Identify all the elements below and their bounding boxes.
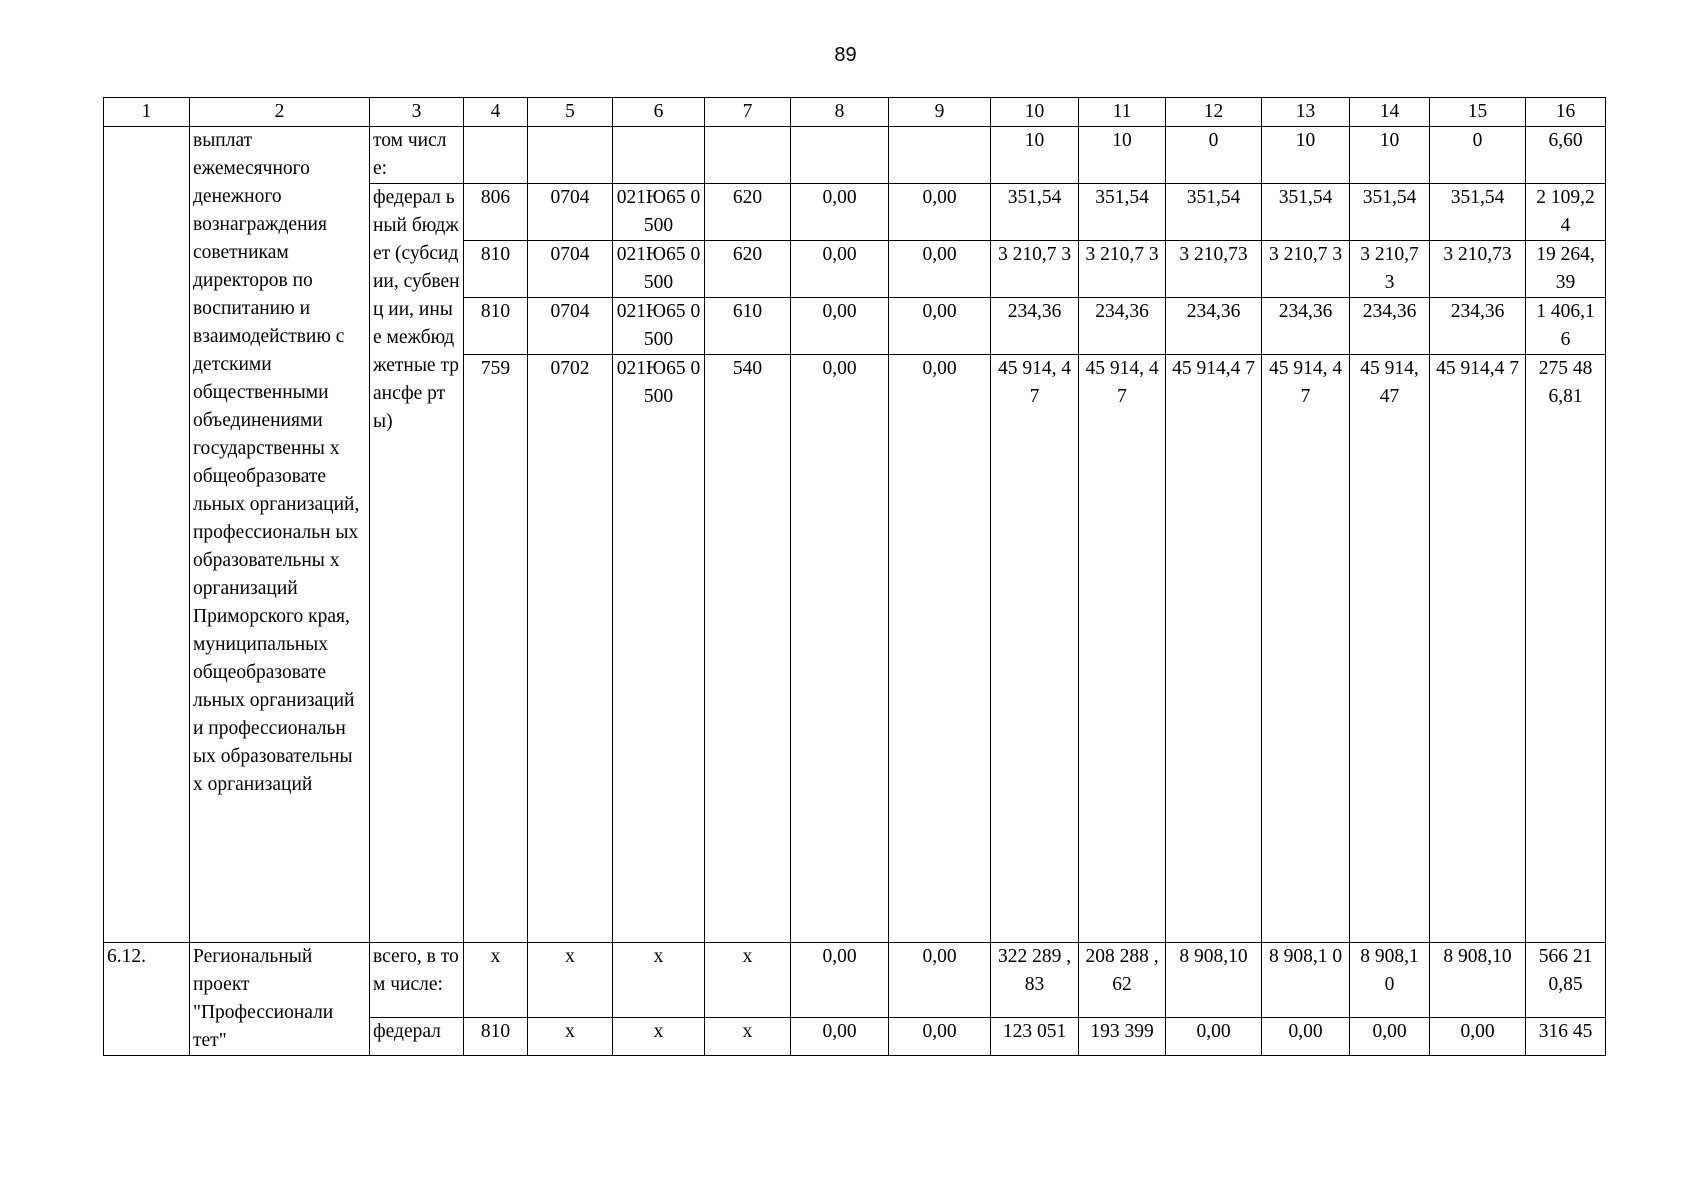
table-cell: 0,00 — [791, 298, 889, 355]
table-cell: 351,54 — [1262, 184, 1350, 241]
column-header: 5 — [528, 98, 613, 127]
table-cell: 19 264, 39 — [1526, 241, 1606, 298]
table-cell: 0,00 — [889, 298, 991, 355]
table-cell: 810 — [464, 1017, 528, 1055]
column-header: 15 — [1430, 98, 1526, 127]
event-name-cell: выплат ежемесячного денежного вознаграждения советникам директоров по воспитанию и взаимодействию с детскими общественными объединениями государственны х общеобразовате льных организаций, профессиональн ых образовательны х организаций Приморского края, муниципальных общеобразовате льных организаций и профессиональн ых образовательны х организаций — [190, 127, 370, 943]
table-cell: 810 — [464, 298, 528, 355]
row-number-cell: 6.12. — [104, 943, 190, 1056]
table-cell: 3 210,73 — [1166, 241, 1262, 298]
table-cell — [528, 127, 613, 184]
table-cell: 0,00 — [889, 943, 991, 1018]
table-cell: 275 48 6,81 — [1526, 355, 1606, 943]
table-cell: 620 — [705, 184, 791, 241]
table-cell: 0702 — [528, 355, 613, 943]
table-cell: 540 — [705, 355, 791, 943]
column-header: 13 — [1262, 98, 1350, 127]
table-cell: 3 210,7 3 — [1350, 241, 1430, 298]
table-cell: 10 — [1079, 127, 1166, 184]
column-header: 16 — [1526, 98, 1606, 127]
column-header: 7 — [705, 98, 791, 127]
table-cell: 351,54 — [1079, 184, 1166, 241]
table-cell: 45 914,4 7 — [1430, 355, 1526, 943]
table-cell: 0,00 — [889, 241, 991, 298]
table-cell: 1 406,1 6 — [1526, 298, 1606, 355]
table-cell: 234,36 — [1350, 298, 1430, 355]
table-cell: 10 — [1262, 127, 1350, 184]
table-cell: 810 — [464, 241, 528, 298]
funding-source-cell: федерал — [370, 1017, 464, 1055]
table-cell: 6,60 — [1526, 127, 1606, 184]
table-cell: х — [464, 943, 528, 1018]
table-cell: 8 908,1 0 — [1262, 943, 1350, 1018]
table-cell: х — [613, 943, 705, 1018]
table-cell: 0,00 — [889, 355, 991, 943]
table-cell: 566 21 0,85 — [1526, 943, 1606, 1018]
table-cell: 0,00 — [1166, 1017, 1262, 1055]
funding-source-cell: том числе: — [370, 127, 464, 184]
table-cell: 45 914, 47 — [991, 355, 1079, 943]
table-cell: х — [528, 943, 613, 1018]
table-cell: 021Ю65 0500 — [613, 355, 705, 943]
column-header: 3 — [370, 98, 464, 127]
table-cell: 316 45 — [1526, 1017, 1606, 1055]
table-cell: 0,00 — [791, 355, 889, 943]
column-header: 4 — [464, 98, 528, 127]
table-cell: 0,00 — [791, 1017, 889, 1055]
table-cell: 3 210,73 — [1430, 241, 1526, 298]
column-header: 11 — [1079, 98, 1166, 127]
table-cell: 0,00 — [1350, 1017, 1430, 1055]
table-cell: 021Ю65 0500 — [613, 241, 705, 298]
table-cell: 0,00 — [791, 943, 889, 1018]
column-header: 2 — [190, 98, 370, 127]
table-cell — [889, 127, 991, 184]
table-cell: 10 — [991, 127, 1079, 184]
table-cell: 0,00 — [889, 184, 991, 241]
table-cell: 0,00 — [1430, 1017, 1526, 1055]
table-cell — [613, 127, 705, 184]
table-cell: х — [613, 1017, 705, 1055]
table-cell: 208 288 ,62 — [1079, 943, 1166, 1018]
column-number-row — [104, 98, 1606, 127]
table-cell: 351,54 — [1166, 184, 1262, 241]
column-header: 9 — [889, 98, 991, 127]
table-cell: х — [705, 1017, 791, 1055]
table-cell: 234,36 — [1430, 298, 1526, 355]
table-cell: 0,00 — [889, 1017, 991, 1055]
funding-source-cell: федерал ьный бюджет (субсид ии, субвенц ии, иные межбюд жетные трансфе рты) — [370, 184, 464, 943]
table-cell: 0,00 — [791, 241, 889, 298]
budget-table — [103, 97, 1606, 1056]
table-cell: 8 908,10 — [1166, 943, 1262, 1018]
table-cell: 0704 — [528, 184, 613, 241]
column-header: 8 — [791, 98, 889, 127]
column-header: 12 — [1166, 98, 1262, 127]
table-cell: 0,00 — [791, 184, 889, 241]
table-cell: 234,36 — [1262, 298, 1350, 355]
table-cell: 351,54 — [1430, 184, 1526, 241]
table-cell: 806 — [464, 184, 528, 241]
table-cell: 0 — [1430, 127, 1526, 184]
table-cell: 0,00 — [1262, 1017, 1350, 1055]
table-cell: 45 914, 47 — [1262, 355, 1350, 943]
table-cell: 8 908,10 — [1430, 943, 1526, 1018]
table-cell: 234,36 — [991, 298, 1079, 355]
table-cell: 2 109,2 4 — [1526, 184, 1606, 241]
column-header: 6 — [613, 98, 705, 127]
table-cell: 123 051 — [991, 1017, 1079, 1055]
table-cell: 0704 — [528, 298, 613, 355]
table-cell — [791, 127, 889, 184]
table-cell: 759 — [464, 355, 528, 943]
table-cell: 193 399 — [1079, 1017, 1166, 1055]
table-cell: 3 210,7 3 — [1079, 241, 1166, 298]
table-cell: 234,36 — [1166, 298, 1262, 355]
column-header: 1 — [104, 98, 190, 127]
table-cell: 10 — [1350, 127, 1430, 184]
table-cell: 8 908,1 0 — [1350, 943, 1430, 1018]
event-name-cell: Региональный проект "Профессионали тет" — [190, 943, 370, 1056]
table-cell — [464, 127, 528, 184]
table-cell: 610 — [705, 298, 791, 355]
table-cell: 0704 — [528, 241, 613, 298]
table-cell: 0 — [1166, 127, 1262, 184]
table-cell: 021Ю65 0500 — [613, 184, 705, 241]
table-cell: х — [705, 943, 791, 1018]
table-cell: 021Ю65 0500 — [613, 298, 705, 355]
table-cell: 234,36 — [1079, 298, 1166, 355]
table-cell: 322 289 ,83 — [991, 943, 1079, 1018]
table-cell — [705, 127, 791, 184]
table-cell: 3 210,7 3 — [991, 241, 1079, 298]
table-cell: 45 914, 47 — [1350, 355, 1430, 943]
table-cell: 45 914, 47 — [1079, 355, 1166, 943]
funding-source-cell: всего, в том числе: — [370, 943, 464, 1018]
table-row — [104, 127, 1606, 184]
page-number: 89 — [834, 44, 857, 66]
table-cell: х — [528, 1017, 613, 1055]
column-header: 14 — [1350, 98, 1430, 127]
row-number-cell — [104, 127, 190, 943]
table-cell: 45 914,4 7 — [1166, 355, 1262, 943]
table-cell: 351,54 — [991, 184, 1079, 241]
table-row — [104, 943, 1606, 1018]
table-cell: 3 210,7 3 — [1262, 241, 1350, 298]
column-header: 10 — [991, 98, 1079, 127]
table-cell: 620 — [705, 241, 791, 298]
table-cell: 351,54 — [1350, 184, 1430, 241]
